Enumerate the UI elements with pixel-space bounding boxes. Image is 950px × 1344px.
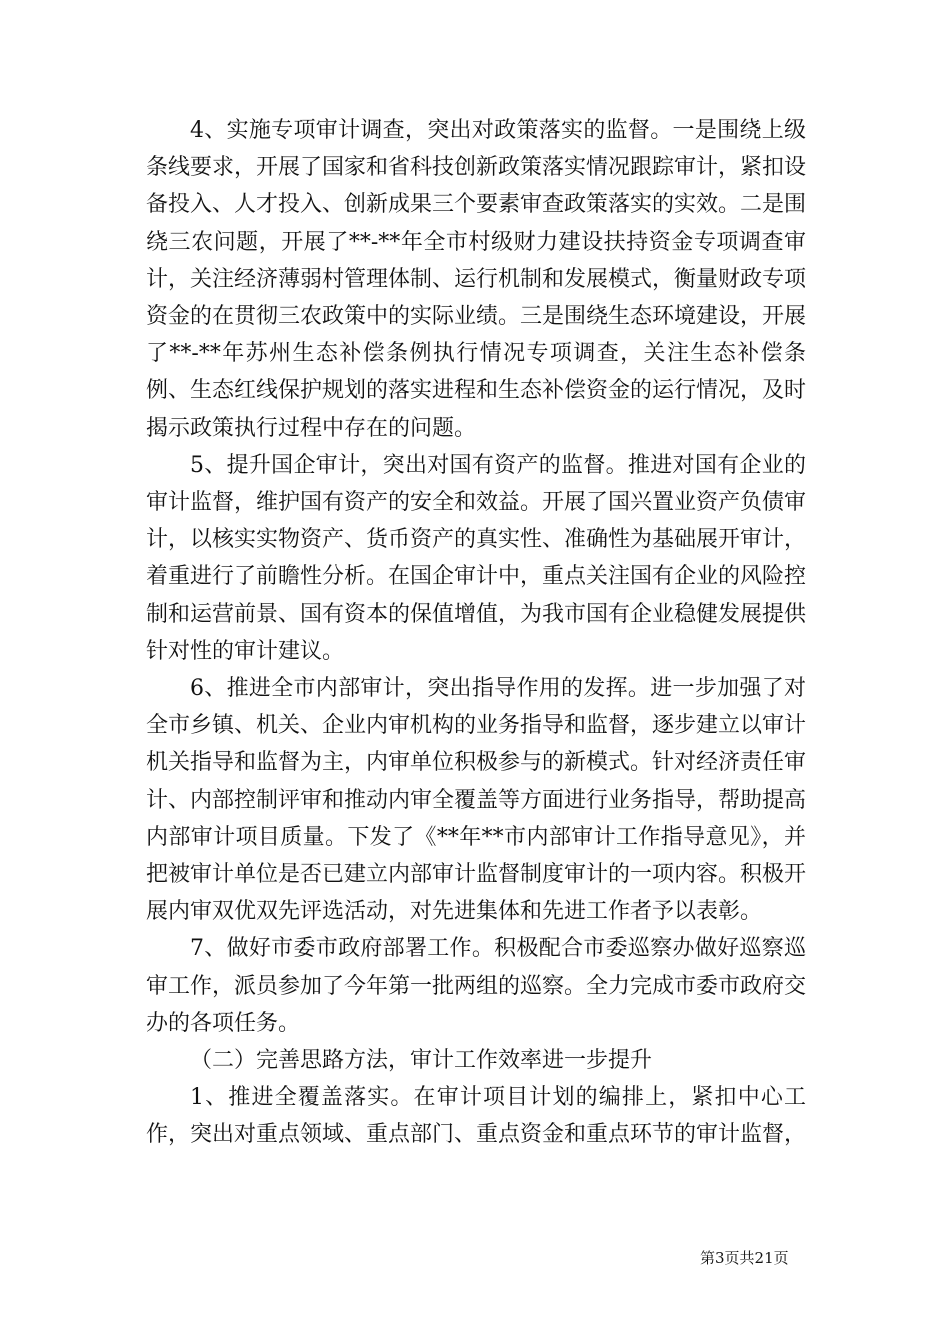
paragraph-6: 6、推进全市内部审计，突出指导作用的发挥。进一步加强了对全市乡镇、机关、企业内审机构的业务指导和监督，逐步建立以审计机关指导和监督为主，内审单位积极参与的新模式。针对经济责任审计、内部控制评审和推动内审全覆盖等方面进行业务指导，帮助提高内部审计项目质量。下发了《**年**市内部审计工作指导意见》，并把被审计单位是否已建立内部审计监督制度审计的一项内容。积极开展内审双优双先评选活动，对先进集体和先进工作者予以表彰。: [146, 676, 807, 925]
section-heading: （二）完善思路方法，审计工作效率进一步提升: [190, 1048, 653, 1074]
paragraph-4: 4、实施专项审计调查，突出对政策落实的监督。一是围绕上级条线要求，开展了国家和省科技创新政策落实情况跟踪审计，紧扣设备投入、人才投入、创新成果三个要素审查政策落实的实效。二是围绕三农问题，开展了**-**年全市村级财力建设扶持资金专项调查审计，关注经济薄弱村管理体制、运行机制和发展模式，衡量财政专项资金的在贯彻三农政策中的实际业绩。三是围绕生态环境建设，开展了**-**年苏州生态补偿条例执行情况专项调查，关注生态补偿条例、生态红线保护规划的落实进程和生态补偿资金的运行情况，及时揭示政策执行过程中存在的问题。: [146, 118, 807, 441]
document-body: [146, 112, 806, 1154]
paragraph-7: 7、做好市委市政府部署工作。积极配合市委巡察办做好巡察巡审工作，派员参加了今年第一批两组的巡察。全力完成市委市政府交办的各项任务。: [146, 936, 807, 1036]
paragraph-section-2-item-1: 1、推进全覆盖落实。在审计项目计划的编排上，紧扣中心工作，突出对重点领域、重点部门、重点资金和重点环节的审计监督，: [146, 1085, 807, 1148]
page-number-footer: 第3页共21页: [700, 1249, 789, 1267]
paragraph-5: 5、提升国企审计，突出对国有资产的监督。推进对国有企业的审计监督，维护国有资产的安全和效益。开展了国兴置业资产负债审计，以核实实物资产、货币资产的真实性、准确性为基础展开审计，着重进行了前瞻性分析。在国企审计中，重点关注国有企业的风险控制和运营前景、国有资本的保值增值，为我市国有企业稳健发展提供针对性的审计建议。: [146, 452, 807, 664]
